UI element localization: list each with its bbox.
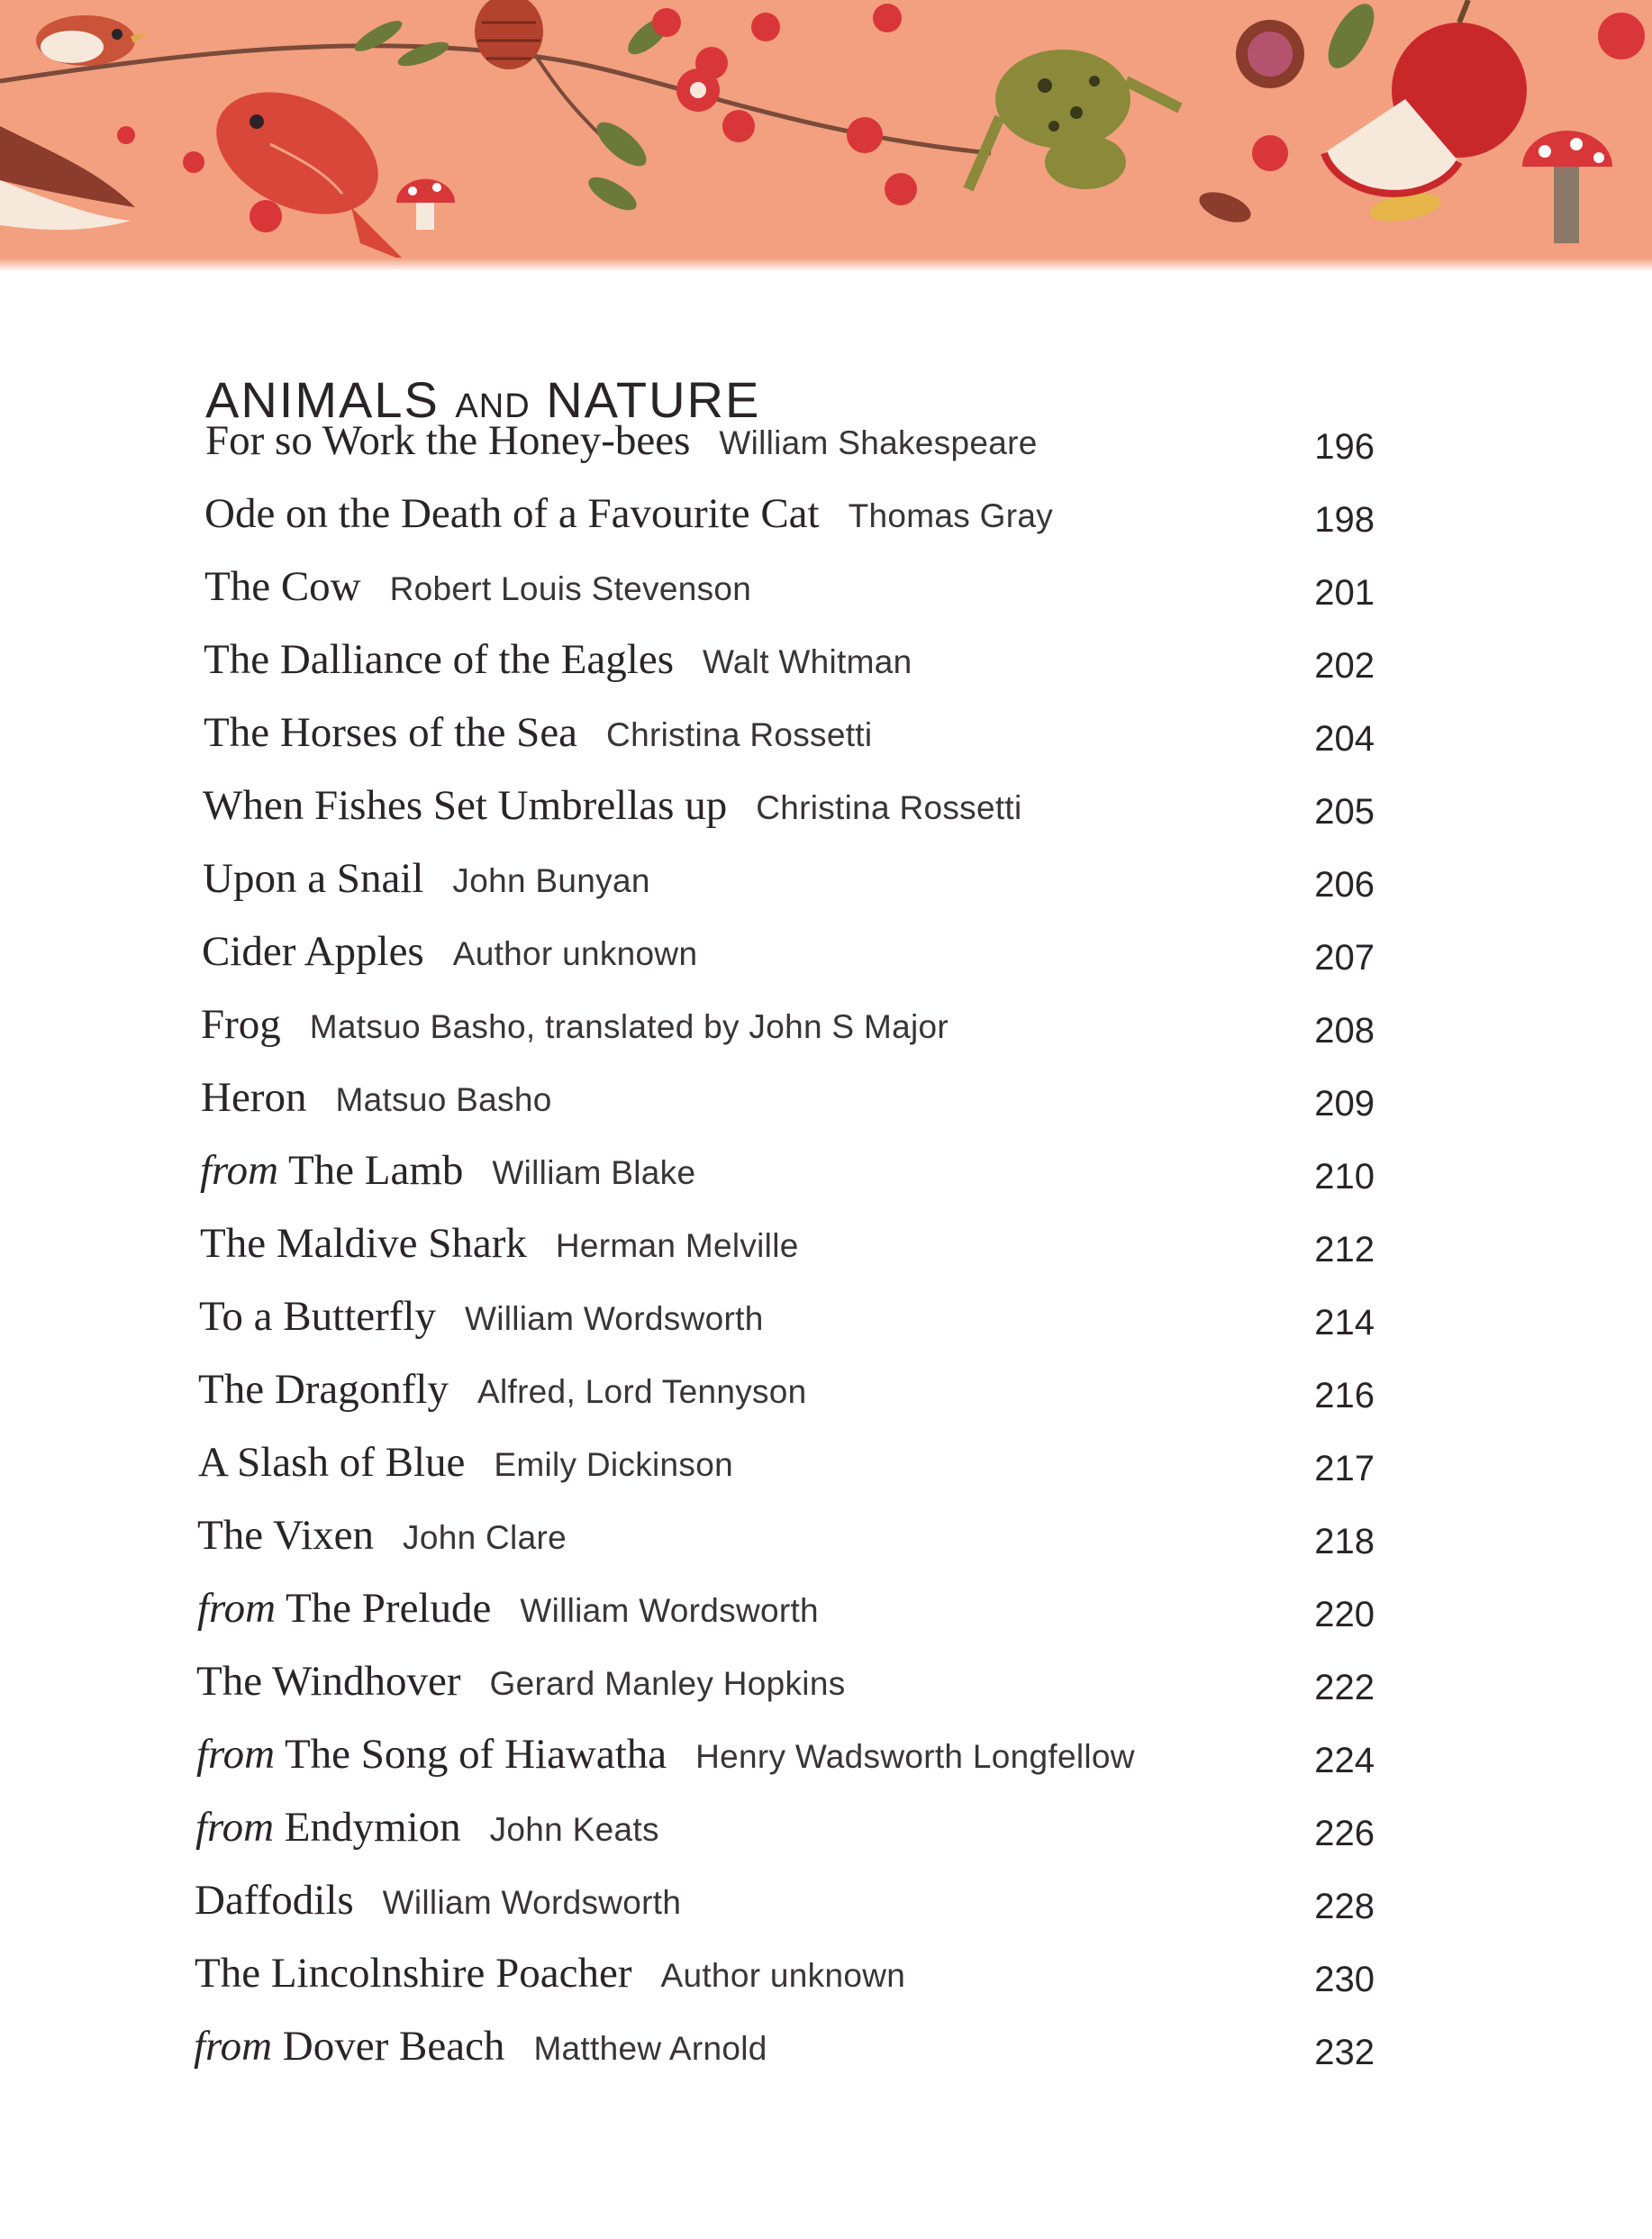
entry-author: Robert Louis Stevenson [389, 570, 752, 607]
entry-title [197, 1585, 491, 1632]
entry-author: Matsuo Basho [335, 1081, 552, 1118]
section-title-word-1: ANIMALS [205, 371, 440, 429]
entry-author: Matsuo Basho, translated by John S Major [309, 1008, 949, 1045]
entry-page-number: 230 [1314, 1960, 1375, 1999]
illustrated-banner [0, 0, 1652, 270]
toc-entry[interactable] [200, 1219, 1375, 1273]
entry-title-prefix: from [196, 1731, 276, 1778]
entry-title [204, 563, 361, 610]
entry-author: John Keats [489, 1811, 659, 1848]
entry-title-text: Frog [201, 1001, 281, 1048]
entry-title [203, 855, 423, 902]
entry-page-number: 202 [1314, 646, 1375, 686]
entry-title-text: The Lamb [287, 1147, 464, 1194]
entry-title-prefix: from [195, 1804, 275, 1851]
entry-title [204, 709, 577, 756]
toc-entry[interactable] [197, 1511, 1375, 1565]
toc-entry[interactable] [200, 1146, 1375, 1200]
toc-entry[interactable] [201, 1000, 1375, 1054]
entry-title-text: The Cow [204, 563, 361, 610]
entry-page-number: 201 [1314, 573, 1375, 613]
entry-page-number: 206 [1314, 865, 1375, 905]
entry-page-number: 204 [1314, 719, 1375, 759]
toc-entry[interactable] [196, 1730, 1375, 1784]
entry-title-text: A Slash of Blue [198, 1439, 466, 1486]
entry-page-number: 222 [1314, 1668, 1375, 1707]
frog-icon [968, 50, 1180, 189]
entry-page-number: 220 [1314, 1595, 1375, 1634]
entry-page-number: 217 [1314, 1449, 1375, 1488]
entry-page-number: 214 [1314, 1303, 1375, 1342]
swallow-icon [0, 126, 135, 230]
entry-title [198, 1366, 449, 1413]
toc-entry[interactable] [195, 1949, 1375, 2003]
entry-title [200, 1220, 527, 1267]
entry-title-prefix: from [194, 2023, 273, 2070]
entry-title [204, 636, 674, 683]
entry-title [195, 1877, 354, 1924]
toc-entry[interactable] [199, 1292, 1375, 1346]
toc-entry[interactable] [201, 1073, 1375, 1127]
entry-author: Gerard Manley Hopkins [489, 1665, 846, 1702]
entry-title-text: The Windhover [196, 1658, 461, 1705]
entry-page-number: 216 [1314, 1376, 1375, 1415]
entry-title-text: The Song of Hiawatha [284, 1731, 667, 1778]
entry-author: Matthew Arnold [533, 2030, 767, 2067]
entry-author: William Blake [492, 1154, 696, 1191]
entry-title-text: Cider Apples [202, 928, 424, 975]
toc-entry[interactable] [204, 489, 1375, 543]
entry-title-text: Upon a Snail [203, 855, 424, 902]
toc-entry[interactable] [195, 1803, 1375, 1857]
entry-title [200, 1147, 463, 1194]
entry-title [195, 1804, 461, 1851]
entry-title [194, 2023, 504, 2070]
entry-title [196, 1658, 461, 1705]
entry-title [198, 1439, 465, 1486]
toc-entry[interactable] [205, 416, 1375, 470]
entry-author: John Clare [403, 1519, 567, 1556]
entry-title [195, 1950, 632, 1997]
entry-author: Walt Whitman [702, 643, 912, 680]
fish-icon [197, 68, 405, 261]
toc-entry[interactable] [197, 1584, 1375, 1638]
entry-page-number: 210 [1314, 1157, 1375, 1197]
section-title-conjunction: AND [455, 387, 531, 426]
entry-title [197, 1512, 374, 1559]
entry-page-number: 232 [1314, 2033, 1375, 2072]
toc-entry[interactable] [204, 708, 1375, 762]
entry-title-text: Endymion [284, 1804, 461, 1851]
entry-title-text: Daffodils [195, 1877, 354, 1924]
toc-entry[interactable] [204, 562, 1375, 616]
entry-title [204, 490, 820, 537]
toc-entry[interactable] [204, 635, 1375, 689]
section-title-word-2: NATURE [546, 371, 761, 429]
entry-title-text: The Dragonfly [198, 1366, 449, 1413]
entry-author: Author unknown [452, 935, 698, 972]
entry-page-number: 198 [1314, 500, 1375, 540]
entry-author: Thomas Gray [848, 497, 1054, 534]
bird-icon [36, 15, 149, 66]
entry-author: Christina Rossetti [756, 789, 1022, 826]
entry-author: William Wordsworth [464, 1300, 764, 1337]
entry-page-number: 226 [1314, 1814, 1375, 1853]
entry-title [201, 1074, 306, 1121]
entry-title-text: When Fishes Set Umbrellas up [203, 782, 728, 829]
entry-title [202, 928, 424, 975]
pinecone-icon [475, 0, 543, 69]
entry-title-text: For so Work the Honey-bees [205, 417, 691, 464]
entry-author: William Wordsworth [382, 1884, 682, 1921]
entry-page-number: 209 [1314, 1084, 1375, 1124]
entry-title [205, 417, 690, 464]
entry-page-number: 224 [1314, 1741, 1375, 1780]
toc-entry[interactable] [196, 1657, 1375, 1711]
toc-entry[interactable] [202, 927, 1375, 981]
toc-entry[interactable] [195, 1876, 1375, 1930]
entry-title-prefix: from [200, 1147, 279, 1194]
entry-page-number: 196 [1314, 427, 1375, 467]
entry-title-text: The Horses of the Sea [204, 709, 578, 756]
toc-entry[interactable] [198, 1438, 1375, 1492]
entry-author: Henry Wadsworth Longfellow [695, 1738, 1135, 1775]
entry-author: Herman Melville [555, 1227, 799, 1264]
entry-author: William Wordsworth [520, 1592, 819, 1629]
entry-title-prefix: from [197, 1585, 277, 1632]
entry-page-number: 205 [1314, 792, 1375, 832]
toc-entry[interactable] [203, 854, 1375, 908]
entry-title-text: The Lincolnshire Poacher [195, 1950, 632, 1997]
toc-entry[interactable] [198, 1365, 1375, 1419]
entry-title-text: To a Butterfly [199, 1293, 436, 1340]
entry-title [201, 1001, 281, 1048]
entry-title-text: The Dalliance of the Eagles [204, 636, 674, 683]
entry-title-text: Heron [201, 1074, 307, 1121]
entry-title-text: The Prelude [285, 1585, 492, 1632]
thistle-icon [1236, 20, 1304, 88]
entry-author: William Shakespeare [719, 424, 1038, 461]
toc-entry[interactable] [194, 2022, 1375, 2076]
entry-title [199, 1293, 436, 1340]
entry-title-text: Dover Beach [282, 2023, 505, 2070]
entry-title-text: Ode on the Death of a Favourite Cat [204, 490, 820, 537]
entry-title-text: The Maldive Shark [200, 1220, 527, 1267]
entry-page-number: 212 [1314, 1230, 1375, 1270]
banner-illustration [0, 0, 1652, 270]
entry-page-number: 228 [1314, 1887, 1375, 1926]
entry-author: Emily Dickinson [494, 1446, 733, 1483]
banner-edge [0, 258, 1652, 270]
entry-author: Alfred, Lord Tennyson [477, 1373, 807, 1410]
toc-entry[interactable] [203, 781, 1375, 835]
entry-page-number: 218 [1314, 1522, 1375, 1561]
entry-title [203, 782, 727, 829]
entry-author: Christina Rossetti [606, 716, 873, 753]
entry-title-text: The Vixen [197, 1512, 375, 1559]
entry-author: Author unknown [660, 1957, 906, 1994]
entry-page-number: 207 [1314, 938, 1375, 978]
entry-title [196, 1731, 667, 1778]
entry-author: John Bunyan [452, 862, 650, 899]
entry-page-number: 208 [1314, 1011, 1375, 1051]
